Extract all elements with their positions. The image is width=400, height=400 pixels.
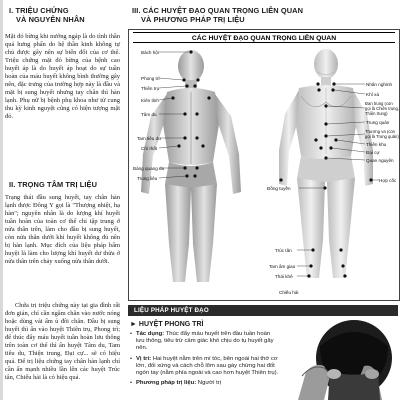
- label-chieu-hai: Chiếu hải: [279, 290, 299, 295]
- section-2-text-b: Chứa trị triệu chứng này tại gia đình rất đơn giản, chỉ cần ngâm chân vào nước nóng hoặc dùng vải ấm ủ đôi chân. Đầu bị sung huyết thì ấn vào huyệt Thiên trụ, Phong trì; để thúc đẩy máu huyết tuần hoàn lưu thông trên toàn cơ thể thì ấn huyệt Tâm du, Tam tiêu du, Thiện trung, Đại cự... sẽ có hiệu quả. Để trị liệu chứng tay chân hàn lạnh chỉ cần ấn mạnh nhiều lần lên các huyệt Trúc tân, Chiếu hải là có hiệu quả.: [5, 302, 120, 381]
- body-illustration: [129, 44, 399, 300]
- label-dan-trung: Đàn trung (còn gọi là Chiên trung, Thiện trung): [365, 102, 399, 116]
- left-column: [5, 6, 123, 398]
- front-view-figure: [279, 49, 373, 278]
- label-phong-tri: Phong trì: [141, 76, 160, 81]
- acupoint-title: ► HUYỆT PHONG TRÌ: [130, 321, 204, 328]
- label-khi-xa: Khí xá: [366, 92, 380, 97]
- label-bang-quang-du: Bàng quang du: [133, 166, 165, 171]
- label-truc-tan: Trúc tân: [275, 248, 292, 253]
- label-chi-that: Chí thất: [141, 146, 158, 151]
- page-edge: [0, 0, 3, 400]
- figure-header: [133, 32, 395, 44]
- section-1-text: Mặt đỏ bừng khi nướng ngáp là do tình thần quá hưng phấn do hệ thần kinh không tự chủ được gây nên sự biến đổi của cơ thể. Triệu chứng mặt đỏ bừng của bệnh cao huyết áp là do huyết áp hoạt do sự tuần hoàn của máu huyết không bình thường gây nên, đặc trưng của trường hợp này là đầu và mặt bị sung huyết nhưng tay chân thì hàn lạnh. Phụ nữ bị bệnh phụ khoa như tử cung thu kỳ kinh nguyệt cũng có hiện tượng mặt đỏ.: [5, 33, 120, 120]
- figure-title: CÁC HUYỆT ĐẠO QUAN TRỌNG LIÊN QUAN: [133, 32, 395, 43]
- section-2-text-a: Trạng thái đầu sung huyết, tay chân hàn lạnh được Đông Y gọi là "Thượng nhiệt, hạ hàn"; nguyên nhân là do lượng khí huyết tuần hoàn của toàn cơ thể chỉ tập trung ở nửa thân trên, làm cho đầu bị sung huyết, còn nửa thân dưới khí huyết không đủ nên bị hàn lạnh. Mục đích của liệu pháp bấm huyệt là làm cho lượng khí huyết dư thừa ở nửa thân trên chảy xuống nửa thân dưới.: [5, 194, 120, 265]
- section-2-title: II. TRỌNG TÂM TRỊ LIỆU: [9, 180, 98, 189]
- acupoint-section-header: LIỆU PHÁP HUYỆT ĐẠO: [128, 305, 398, 316]
- label-duong-tuyen: Đồng tuyền: [267, 186, 291, 191]
- label-nhan-nghinh: Nhân nghinh: [366, 82, 393, 87]
- label-thai-khe: Thái khê: [275, 274, 293, 279]
- label-tam-tieu-du: Tam tiêu du: [137, 136, 161, 141]
- label-tam-du: Tâm du: [141, 112, 157, 117]
- acupoint-figure: [128, 29, 400, 301]
- section-3-title: III. CÁC HUYỆT ĐẠO QUAN TRỌNG LIÊN QUAN VÀ PHƯƠNG PHÁP TRỊ LIỆU: [132, 6, 304, 24]
- label-kien-tinh: Kiên tỉnh: [141, 98, 159, 103]
- label-trung-lieu: Trung liêu: [137, 176, 158, 181]
- label-hop-coc: Hợp cốc: [379, 178, 397, 183]
- label-quan-nguyen: Quan nguyên: [366, 158, 394, 163]
- label-thien-tru: Thiên trụ: [141, 86, 160, 91]
- section-1-title: I. TRIỆU CHỨNG VÀ NGUYÊN NHÂN: [9, 6, 85, 24]
- label-thuong-ha-trung-quan: Thương và (còn gọi là Trung quản): [365, 130, 399, 139]
- acupoint-item-location: • Vị trí: Hai huyệt nằm trên mí tóc, bên ngoài hai thớ cơ lớn, đối xứng và cách chỗ lõm sau gáy chừng hai đốt ngón tay (nằm phía ngoài và cao hơn huyệt Thiên trụ).: [130, 355, 279, 377]
- triangle-icon: ►: [130, 321, 137, 328]
- label-tam-am-giao: Tam âm giao: [269, 264, 296, 269]
- label-thien-khu: Thiên khu: [366, 142, 387, 147]
- label-dai-cu: Đại cự: [366, 150, 380, 155]
- acupoint-item-method: • Phương pháp trị liệu: Người trị: [130, 380, 221, 387]
- label-bach-hoi: Bách hội: [141, 50, 159, 55]
- acupoint-item-effect: • Tác dụng: Thúc đẩy máu huyết trên đầu tuần hoàn lưu thông, tiêu trừ cảm giác khó chịu do tụ huyết gây nên.: [130, 331, 274, 352]
- massage-photo: [284, 318, 398, 400]
- label-trung-quan: Trung quản: [366, 120, 390, 125]
- acupoint-list: [130, 331, 280, 390]
- massage-photo-illustration: [284, 318, 398, 400]
